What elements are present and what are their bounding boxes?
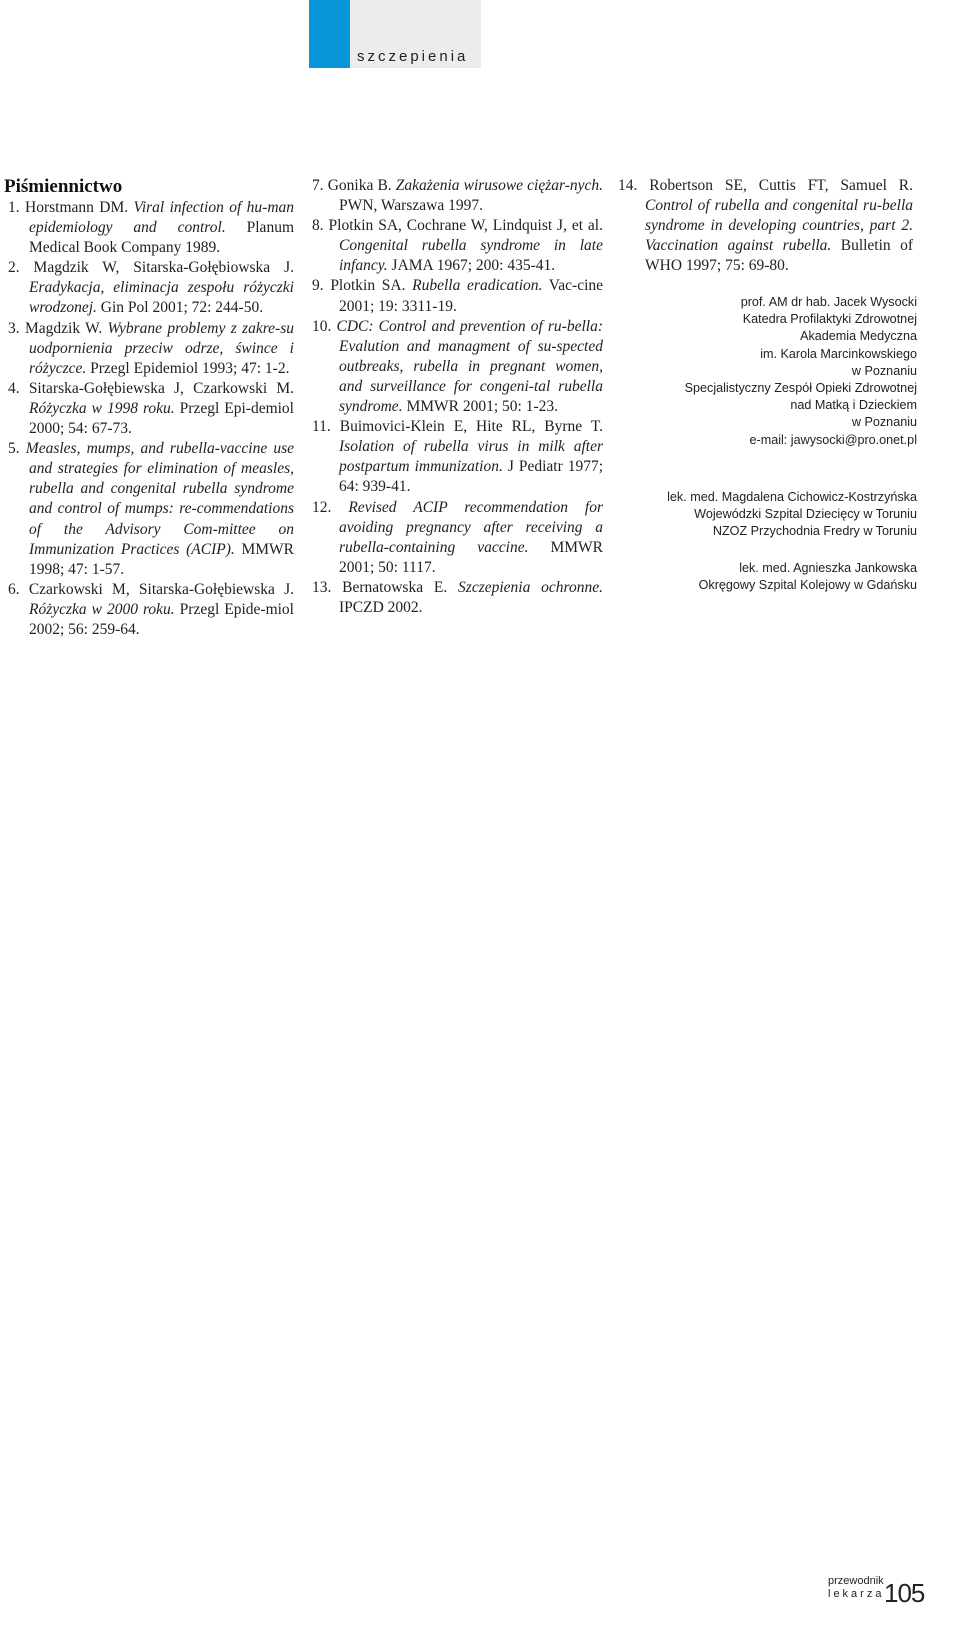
author-affiliation-2 <box>600 489 917 541</box>
affiliation-line: NZOZ Przychodnia Fredry w Toruniu <box>712 524 917 539</box>
reference-item: 4. Sitarska-Gołębiewska J, Czarkowski M. Różyczka w 1998 roku. Przegl Epi-demiol 2000; 54: 67-73. <box>8 379 294 438</box>
reference-item: 9. Plotkin SA. Rubella eradication. Vac-cine 2001; 19: 3311-19. <box>312 277 604 315</box>
header-accent-bar <box>309 0 350 68</box>
magazine-name-line-1: przewodnik <box>828 1575 884 1587</box>
affiliation-line: w Poznaniu <box>851 363 917 378</box>
affiliation-line: Wojewódzki Szpital Dziecięcy w Toruniu <box>694 507 917 522</box>
author-affiliation-1 <box>600 294 917 449</box>
author-name: prof. AM dr hab. Jacek Wysocki <box>740 295 917 309</box>
magazine-name-line-2: lekarza <box>828 1588 885 1600</box>
reference-item: 7. Gonika B. Zakażenia wirusowe ciężar-nych. PWN, Warszawa 1997. <box>312 177 604 215</box>
author-name: lek. med. Agnieszka Jankowska <box>739 561 917 575</box>
affiliation-line: Katedra Profilaktyki Zdrowotnej <box>742 312 917 327</box>
section-label: szczepienia <box>357 48 469 65</box>
reference-item: 14. Robertson SE, Cuttis FT, Samuel R. Control of rubella and congenital ru-bella syndrome in developing countries, part 2. Vaccination against rubella. Bulletin of WHO 1997; 75: 69-80. <box>618 177 914 275</box>
reference-item: 1. Horstmann DM. Viral infection of hu-man epidemiology and control. Planum Medical Book Company 1989. <box>8 199 295 257</box>
affiliation-line: im. Karola Marcinkowskiego <box>760 346 917 361</box>
affiliation-line: Akademia Medyczna <box>800 329 917 344</box>
reference-item: 5. Measles, mumps, and rubella-vaccine use and strategies for elimination of measles, rubella and congenital rubella syndrome and control of mumps: re-commendations of the Advisory Com-mittee on Immunization Practices (ACIP). MMWR 1998; 47: 1-57. <box>8 440 295 578</box>
magazine-name <box>828 1575 884 1601</box>
affiliation-line: Specjalistyczny Zespół Opieki Zdrowotnej <box>684 381 917 396</box>
author-affiliation-3 <box>600 560 917 594</box>
reference-item: 8. Plotkin SA, Cochrane W, Lindquist J, et al. Congenital rubella syndrome in late infancy. JAMA 1967; 200: 435-41. <box>312 217 603 275</box>
reference-item: 3. Magdzik W. Wybrane problemy z zakre-su uodpornienia przeciw odrze, śwince i różyczce. Przegl Epidemiol 1993; 47: 1-2. <box>8 319 294 377</box>
references-column-3 <box>618 176 913 276</box>
references-column-2 <box>312 176 603 618</box>
references-column-1 <box>8 198 294 640</box>
references-heading: Piśmiennictwo <box>4 176 123 197</box>
reference-item: 2. Magdzik W, Sitarska-Gołębiowska J. Eradykacja, eliminacja zespołu różyczki wrodzonej. Gin Pol 2001; 72: 244-50. <box>8 259 294 317</box>
reference-item: 13. Bernatowska E. Szczepienia ochronne. IPCZD 2002. <box>312 578 603 616</box>
page-number: 105 <box>884 1578 925 1608</box>
affiliation-line: Okręgowy Szpital Kolejowy w Gdańsku <box>698 578 917 593</box>
reference-item: 6. Czarkowski M, Sitarska-Gołębiewska J. Różyczka w 2000 roku. Przegl Epide-miol 2002; 56: 259-64. <box>8 580 294 638</box>
reference-item: 11. Buimovici-Klein E, Hite RL, Byrne T. Isolation of rubella virus in milk after postpartum immunization. J Pediatr 1977; 64: 939-41. <box>312 418 604 496</box>
author-email: e-mail: jawysocki@pro.onet.pl <box>749 432 917 447</box>
reference-item: 10. CDC: Control and prevention of ru-bella: Evalution and managment of su-spected outbreaks, rubella in pregnant women, and surveillance for congeni-tal rubella syndrome. MMWR 2001; 50: 1-23. <box>312 317 603 416</box>
reference-item: 12. Revised ACIP recommendation for avoiding pregnancy after receiving a rubella-containing vaccine. MMWR 2001; 50: 1117. <box>312 498 603 576</box>
affiliation-line: w Poznaniu <box>851 415 917 430</box>
affiliation-line: nad Matką i Dzieckiem <box>790 398 917 413</box>
author-name: lek. med. Magdalena Cichowicz-Kostrzyńska <box>667 490 917 504</box>
